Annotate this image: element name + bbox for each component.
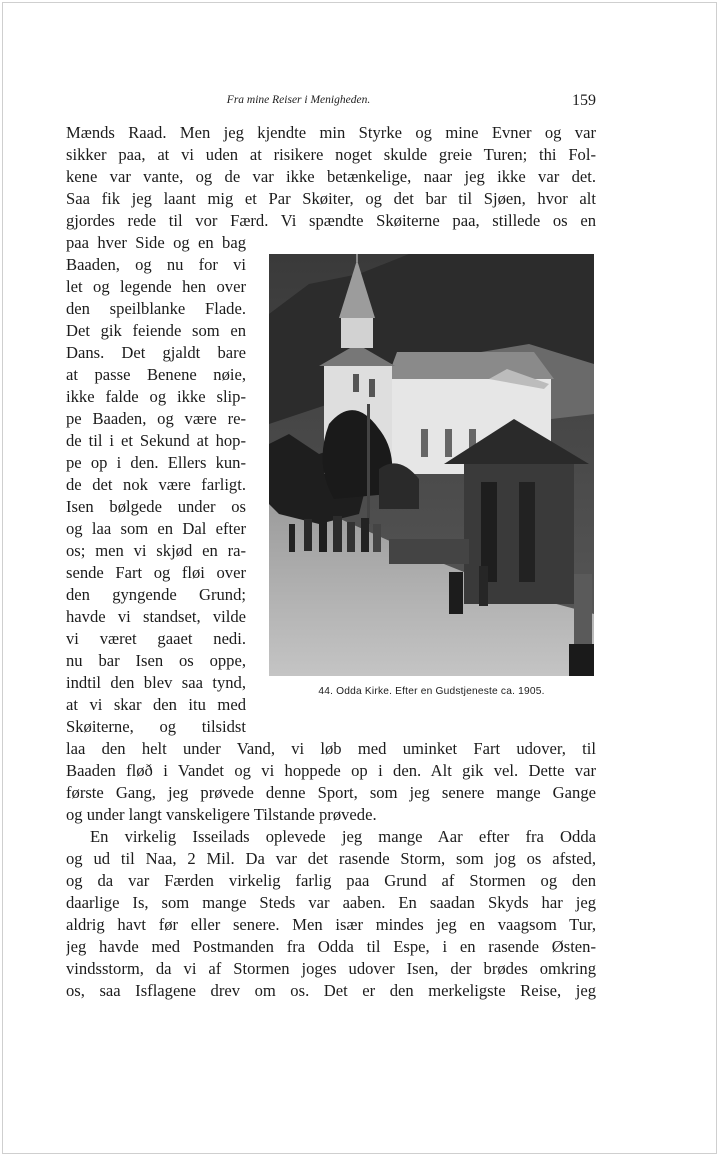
text-line: havde vi standset, vilde	[66, 607, 246, 626]
text-line: sende Fart og fløi over	[66, 563, 246, 582]
text-line: En virkelig Isseilads oplevede jeg mange Aar efter fra Odda	[90, 827, 596, 846]
text-line: Skøiterne, og tilsidst	[66, 717, 246, 736]
text-line: første Gang, jeg prøvede denne Sport, som jeg senere mange Gange	[66, 783, 596, 802]
text-line: jeg havde med Postmanden fra Odda til Espe, i en rasende Østen-	[66, 937, 596, 956]
text-line: nu bar Isen os oppe,	[66, 651, 246, 670]
text-line: laa den helt under Vand, vi løb med uminket Fart udover, til	[66, 739, 596, 758]
text-line: og da var Færden virkelig farlig paa Grund af Stormen og den	[66, 871, 596, 890]
text-line: den speilblanke Flade.	[66, 299, 246, 318]
text-line: Det gik feiende som en	[66, 321, 246, 340]
text-line: ikke falde og ikke slip-	[66, 387, 246, 406]
text-line: let og legende hen over	[66, 277, 246, 296]
text-line: og under langt vanskeligere Tilstande prøvede.	[66, 805, 377, 824]
text-line: os, saa Isflagene drev om os. Det er den merkeligste Reise, jeg	[66, 981, 596, 1000]
text-line: og ud til Naa, 2 Mil. Da var det rasende Storm, som jog os afsted,	[66, 849, 596, 868]
text-line: Baaden fløð i Vandet og vi hoppede op i den. Alt gik vel. Dette var	[66, 761, 596, 780]
text-line: Mænds Raad. Men jeg kjendte min Styrke og mine Evner og var	[66, 123, 596, 142]
page-number: 159	[572, 92, 596, 109]
figure-caption: 44. Odda Kirke. Efter en Gudstjeneste ca. 1905.	[318, 686, 545, 697]
church-photo-drawing	[269, 254, 594, 676]
text-line: Dans. Det gjaldt bare	[66, 343, 246, 362]
text-line: de det nok være farligt.	[66, 475, 246, 494]
text-line: indtil den blev saa tynd,	[66, 673, 246, 692]
text-line: vi været gaaet nedi.	[66, 629, 246, 648]
text-line: sikker paa, at vi uden at risikere noget skulde greie Turen; thi Fol-	[66, 145, 596, 164]
text-line: Saa fik jeg laant mig et Par Skøiter, og det bar til Sjøen, hvor alt	[66, 189, 596, 208]
text-line: pe op i den. Ellers kun-	[66, 453, 246, 472]
text-line: og laa som en Dal efter	[66, 519, 246, 538]
church-photograph	[269, 254, 594, 676]
text-line: paa hver Side og en bag	[66, 233, 246, 252]
text-line: aldrig havt før eller senere. Men især mindes jeg en vaagsom Tur,	[66, 915, 596, 934]
text-line: pe Baaden, og være re-	[66, 409, 246, 428]
text-line: Isen bølgede under os	[66, 497, 246, 516]
text-line: vindsstorm, da vi af Stormen joges udover Isen, der brødes omkring	[66, 959, 596, 978]
text-line: daarlige Is, som mange Steds var aaben. En saadan Skyds har jeg	[66, 893, 596, 912]
text-line: den gyngende Grund;	[66, 585, 246, 604]
text-line: de til i et Sekund at hop-	[66, 431, 246, 450]
text-line: Baaden, og nu for vi	[66, 255, 246, 274]
text-line: kene var vante, og de var ikke betænkelige, naar jeg ikke var det.	[66, 167, 596, 186]
text-line: at passe Benene nøie,	[66, 365, 246, 384]
running-title: Fra mine Reiser i Menigheden.	[226, 94, 371, 106]
running-head	[66, 92, 596, 112]
text-line: gjordes rede til vor Færd. Vi spændte Skøiterne paa, stillede os en	[66, 211, 596, 230]
text-line: at vi skar den itu med	[66, 695, 246, 714]
text-line: os; men vi skjød en ra-	[66, 541, 246, 560]
